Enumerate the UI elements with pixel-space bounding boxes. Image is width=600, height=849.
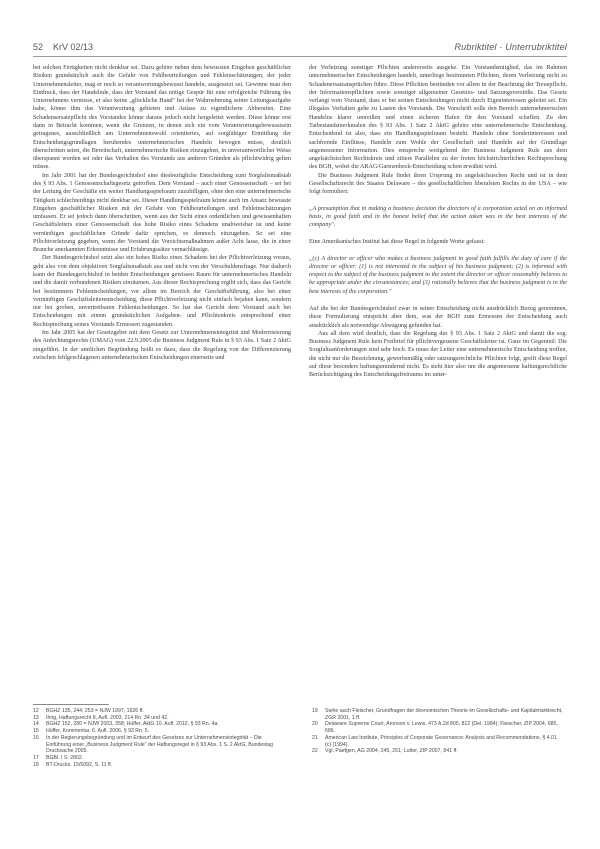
journal-issue: KrV 02/13 [53,42,94,52]
footnote [33,762,285,769]
footnote [312,721,564,734]
footnote-text: Vgl. Paefgen, AG 2004, 245, 251; Lutter, ZIP 2007, 841 ff. [325,748,458,755]
running-header [33,41,567,55]
block-quote: „A presumption that in making a business decision the directors of a corporation acted on an informed basis, in good faith and in the honest belief that the action taken was in the best interests of the company". [309,205,567,229]
footnotes-left [33,708,285,768]
footnote-number: 12 [33,708,39,714]
section-title: Rubriktitel · Unterrubriktitel [454,42,567,52]
footnote-number: 17 [33,754,39,761]
left-text-column [33,64,291,700]
footnote-text: BGHZ 152, 280 = NJW 2003, 358; Hüffer, AktG 10. Aufl. 2012, § 93 Rn. 4a. [46,721,219,728]
footnote [33,755,285,762]
footnote [312,735,564,748]
footnote-text: Hüffer, Kommentar, 6. Aufl. 2006, § 93 Rn. 5. [46,728,150,735]
footnote-text: BT-Drucks. 15/5092, S. 11 ff. [46,761,113,768]
footnote [33,721,285,728]
footnotes-right [312,708,564,755]
footnote-number: 20 [312,721,318,728]
footnote-number: 13 [33,714,39,721]
footnote [312,748,564,755]
footnote-number: 21 [312,734,318,741]
footnote [33,735,285,755]
header-page-journal [33,42,93,52]
footnote-text: Delaware Supreme Court, Aronson v. Lewis, 473 A.2d 805, 812 (Del. 1984); Fleischer, ZIP 2004, 685, 686. [325,721,558,735]
paragraph: Auf die bei der Bundesgerichtshof zwar in seiner Entscheidung nicht ausdrücklich Bezug genommen, diese Formulierung entspricht aber dem, was der BGH zum Ermessen der Entscheidung auch ausdrücklich als notwendige Abwägung gefunden hat. [309,306,567,329]
paragraph: Eine Amerikanisches Institut hat diese Regel in folgende Worte gefasst: [309,239,485,246]
footnote-text: BGBl. I S. 2802. [46,754,84,761]
footnote-number: 22 [312,748,318,755]
page-number: 52 [33,42,44,52]
paragraph: Im Jahr 2001 hat der Bundesgerichtshof eine diesbezügliche Entscheidung zum Sorgfaltsmaßstab des § 93 Abs. 1 Genossenschaftsgesetz getroffen. Dem Vorstand – auch einer Genossenschaft – sei bei der Leitung der Geschäfte ein weiter Handlungsspielraum zuzubilligen, ohne den eine unternehmerische Tätigkeit schlechterdings nicht denkbar sei. Dieser Handlungsspielraum könne auch im Ansatz bewusste Eingehen geschäftlicher Risiken mit der Gefahr von Fehlbeurteilungen und Fehleinschätzungen umfassen. Er sei jedoch dann überschritten, wenn aus der Sicht eines ordentlichen und gewissenhaften Geschäftsleiters einer Genossenschaft das hohe Risiko eines Schadens unabweisbar ist und keine vernünftigen geschäftlichen Gründe dafür sprechen, es dennoch einzugehen. So sei eine Pflichtverletzung gegeben, wenn der Vorstand die Vorsichtsmaßnahmen außer Acht lasse, die in einer Branche anerkannten Erkenntnisse und Erfahrungssätze vernachlässige. [33,172,291,254]
footnote-number: 18 [33,761,39,768]
header-rule [33,56,567,57]
footnote-number: 15 [33,728,39,735]
paragraph: Im Jahr 2005 hat der Gesetzgeber mit dem Gesetz zur Unternehmensintegrität und Modernisierung des Anfechtungsrechts (UMAG) vom 22.9.2005 die Business Judgment Rule in § 93 Abs. 1 Satz 2 AktG eingeführt. In der amtlichen Begründung heißt es dazu, dass die Regelung von der Differenzierung zwischen fehlgeschlagenen unternehmerischen Entscheidungen einerseits und [33,330,291,361]
paragraph: Die Business Judgment Rule findet ihren Ursprung im angelsächsischen Recht und ist in dem Gesellschaftsrecht des Staates Delaware – des gesellschaftlichen liberalsten Rechts in der USA – wie folgt formuliert: [309,172,567,196]
footnote-text: Siehe auch Fleischer, Grundfragen der ökonomischen Theorie im Gesellschafts- und Kapitalmarktrecht, ZGR 2001, 1 ff. [325,708,563,721]
paragraph: bei solchen Fertigkeiten nicht denkbar sei. Dazu gehöre neben dem bewussten Eingehen geschäftlicher Risiken grundsätzlich auch die Gefahr von Fehlbeurteilungen und Fehleinschätzungen, der jeder Unternehmensleiter, mag er noch so verantwortungsbewusst handeln, ausgesetzt sei. Gewinne man den Eindruck, dass der Handelnde, dass der Vorstand das nötige Gespür für eine erfolgreiche Führung des Unternehmens vermisse, er also keine „glückliche Hand" bei der Wahrnehmung seiner Leitungsaufgabe habe, könne ihm das Verantwortung gebieten und Anlass zu eigentlichem Abberufen. Eine Schadensersatzpflicht des Vorstandes könne daraus jedoch nicht hergeleitet werden. Diese könne erst dann in Betracht kommen, wenn die Grenzen, in denen sich ein vom Verantwortungsbewusstsein getragenes, ausschließlich am Unternehmenswohl orientiertes, auf sorgfältiger Ermittlung der Entscheidungsgrundlagen beruhendes unternehmerisches Handeln bewegen müsse, deutlich überschritten seien, die Bereitschaft, unternehmerische Risiken einzugehen, in unverantwortlicher Weise überspannt worden sei oder das Verhalten des Vorstands aus anderen Gründen als pflichtwidrig gelten müsse. [33,65,291,171]
footnote [33,728,285,735]
paragraph: Aus all dem wird deutlich, dass die Regelung des § 93 Abs. 1 Satz 2 AktG und damit die sog. Business Judgment Rule kein Freibrief für pflichtvergessene Geschäftsleiter ist. Ganz im Gegenteil: Die Sorgfaltsanforderungen sind sehr hoch. Es muss der Leiter eine unternehmerische Entscheidung treffen, die nicht nur die Bezeichnung, gewerbsmäßig oder satzungsrechtliche Pflichten folgt, greift diese Regel auf diese besonders haftungsmindernd nicht. Es steht hier also um die angemessene haftungsrechtliche Berücksichtigung des Entscheidungsfreiraums im unter- [309,330,567,379]
footnote-rule [33,704,109,705]
footnote-text: Ihrig, Haftungsrecht 8, Aufl. 2003, 214 Rn. 34 und 42. [46,714,169,721]
footnote [33,708,285,715]
paragraph: Der Bundesgerichtshof setzt also ein hohes Risiko eines Schadens bei der Pflichtverletzung voraus, geht also von dem objektiven Sorgfaltsmaßstab aus und nicht von der Verschuldensfrage. Nur dadurch kann der Bundesgerichtshof in beiden Entscheidungen gewissen Raum für unternehmerisches Handeln und die damit verbundenen Risiken einräumen. Aus dieser Rechtsprechung ergibt sich, dass das Gericht bei bestimmten Fehlentscheidungen, vor allem im Bereich der Geschäftsführung, also bei einer vernünftigen Geschäftsleiterentscheidung, diese Pflichtverletzung nicht einfach bejahen kann, sondern nur bei groben, unvertretbaren Fehlentscheidungen. So hat das Gericht dem Vorstand auch bei Entscheidungen mit einem grundsätzlichen Aufgaben- und Pflichtenkreis entsprechend einer Rechtsprechung seines Vorstands Ermessen zugestanden. [33,255,291,328]
footnote-text: American Law Institute, Principles of Corporate Governance: Analysis and Recommendations, § 4.01 (c) (1994). [325,734,557,748]
footnote [312,708,564,721]
block-quote: „(c) A director or officer who makes a business judgment in good faith fulfills the duty of care if the director or officer: (1) is not interested in the subject of his business judgment; (2) is informed with respect to the subject of the business judgment to the extent the director or officer reasonably believes to be appropriate under the circumstances; and (3) rationally believes that the business judgment is in the best interests of the corporation." [309,255,567,295]
paragraph: der Verletzung sonstiger Pflichten andererseits ausgehe. Ein Vorstandsmitglied, das im Rahmen unternehmerischer Entscheidungen handelt, unterliege bestimmten Pflichten, deren Verletzung nicht zu Schadenersatzansprüchen führe. Diese Pflichten bestünden vor allem in der Beachtung der Treuepflicht, der Informationspflichten sowie sonstiger allgemeiner Gesetzes- und Satzungsverstöße. Das Gesetz verlangt vom Vorstand, dass er bei seinen Entscheidungen nicht durch Eigeninteressen geleitet sei. Ein illegales Verhalten gehe zu Lasten des Vorstands. Die Vorschrift solle den Bereich unternehmerischen Handelns klarer umreißen und einen sicheren Hafen für den Vorstand schaffen. Zu den Tatbestandsmerkmalen des § 93 Abs. 1 Satz 2 AktG gehöre eine unternehmerische Entscheidung. Entscheidend ist also, dass ein Handlungsspielraum besteht. Handeln ohne Sonderinteressen und sachfremde Einflüsse, Handeln zum Wohle der Gesellschaft und Handeln auf der Grundlage angemessener Information. Dies entspreche weitgehend der Business Judgment Rule aus dem angelsächsischen Rechtskreis und zitiere Parallelen zu der freien höchstrichterlichen Rechtsprechung des BGH, wobei die ARAG/Garmenbeck-Entscheidung schon erwähnt wird. [309,65,567,171]
footnote-number: 14 [33,721,39,728]
footnote-text: In der Regierungsbegründung und im Entwurf des Gesetzes zur Unternehmensintegrität – Die Einführung einer „Business Judgment Rule" der Haftungsregel in § 93 Abs. 1 S. 2 AktG, Bundestag Drucksache 2005. [46,734,274,755]
footnote [33,715,285,722]
right-text-column [309,64,567,700]
footnote-number: 16 [33,734,39,741]
footnote-text: BGHZ 135, 244, 253 = NJW 1997, 1926 ff. [46,708,144,714]
footnote-number: 19 [312,708,318,714]
